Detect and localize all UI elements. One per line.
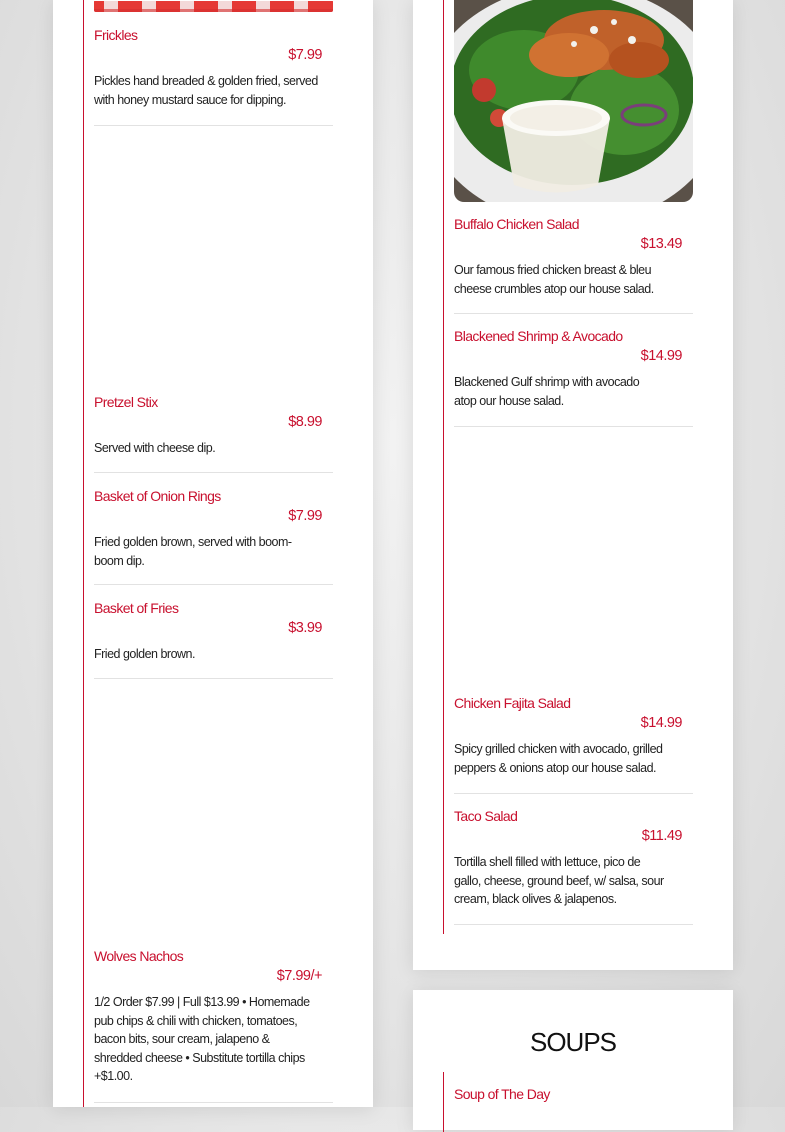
- item-divider: [94, 125, 333, 126]
- item-divider: [454, 793, 693, 794]
- item-divider: [454, 924, 693, 925]
- item-divider: [454, 313, 693, 314]
- item-name: Basket of Onion Rings: [94, 488, 221, 504]
- item-description: Pickles hand breaded & golden fried, served with honey mustard sauce for dipping.: [94, 74, 318, 107]
- item-divider: [94, 472, 333, 473]
- item-price: $14.99: [640, 348, 682, 364]
- menu-item-onion-rings: [94, 488, 333, 586]
- item-name: Pretzel Stix: [94, 394, 158, 410]
- item-divider: [94, 678, 333, 679]
- salads-card: [413, 0, 733, 970]
- item-price: $8.99: [288, 414, 322, 430]
- item-divider: [94, 584, 333, 585]
- menu-item-soup-of-the-day: [454, 1086, 693, 1116]
- item-description: Served with cheese dip.: [94, 441, 216, 455]
- item-divider: [94, 1102, 333, 1103]
- menu-item-buffalo-chicken-salad: [454, 216, 693, 314]
- buffalo-salad-photo: [454, 0, 693, 202]
- menu-item-frickles: [94, 27, 333, 127]
- item-price: $7.99: [288, 508, 322, 524]
- item-name: Chicken Fajita Salad: [454, 695, 571, 711]
- item-name: Frickles: [94, 27, 138, 43]
- menu-item-taco-salad: [454, 808, 693, 926]
- item-name: Wolves Nachos: [94, 948, 184, 964]
- item-price: $13.49: [640, 236, 682, 252]
- item-name: Basket of Fries: [94, 600, 179, 616]
- item-description: Fried golden brown, served with boom-boom dip.: [94, 535, 292, 568]
- item-price: $3.99: [288, 620, 322, 636]
- item-description: Our famous fried chicken breast & bleu cheese crumbles atop our house salad.: [454, 263, 654, 296]
- section-title: SOUPS: [529, 1027, 617, 1057]
- menu-item-chicken-fajita-salad: [454, 695, 693, 795]
- item-price: $14.99: [640, 715, 682, 731]
- frickles-photo: [94, 0, 333, 12]
- item-description: Spicy grilled chicken with avocado, grilled peppers & onions atop our house salad.: [454, 742, 663, 775]
- menu-item-nachos: [94, 948, 333, 1104]
- item-description: 1/2 Order $7.99 | Full $13.99 • Homemade pub chips & chili with chicken, tomatoes, bacon bits, sour cream, jalapeno & shredded cheese • Substitute tortilla chips +$1.00.: [94, 995, 310, 1083]
- menu-item-fries: [94, 600, 333, 680]
- item-description: Blackened Gulf shrimp with avocado atop our house salad.: [454, 375, 640, 408]
- item-divider: [454, 426, 693, 427]
- menu-item-pretzel-stix: [94, 394, 333, 474]
- item-name: Blackened Shrimp & Avocado: [454, 328, 623, 344]
- item-name: Buffalo Chicken Salad: [454, 216, 579, 232]
- item-name: Soup of The Day: [454, 1086, 550, 1102]
- item-description: Fried golden brown.: [94, 647, 195, 661]
- appetizers-card: [53, 0, 373, 1107]
- item-description: Tortilla shell filled with lettuce, pico de gallo, cheese, ground beef, w/ salsa, sour cream, black olives & jalapenos.: [454, 855, 664, 906]
- accent-line: [443, 0, 444, 934]
- item-price: $7.99: [288, 47, 322, 63]
- item-name: Taco Salad: [454, 808, 518, 824]
- menu-item-blackened-shrimp: [454, 328, 693, 428]
- soups-card: [413, 990, 733, 1130]
- item-price: $11.49: [641, 828, 682, 844]
- accent-line: [443, 1072, 444, 1132]
- accent-line: [83, 0, 84, 1107]
- item-price: $7.99/+: [276, 968, 322, 984]
